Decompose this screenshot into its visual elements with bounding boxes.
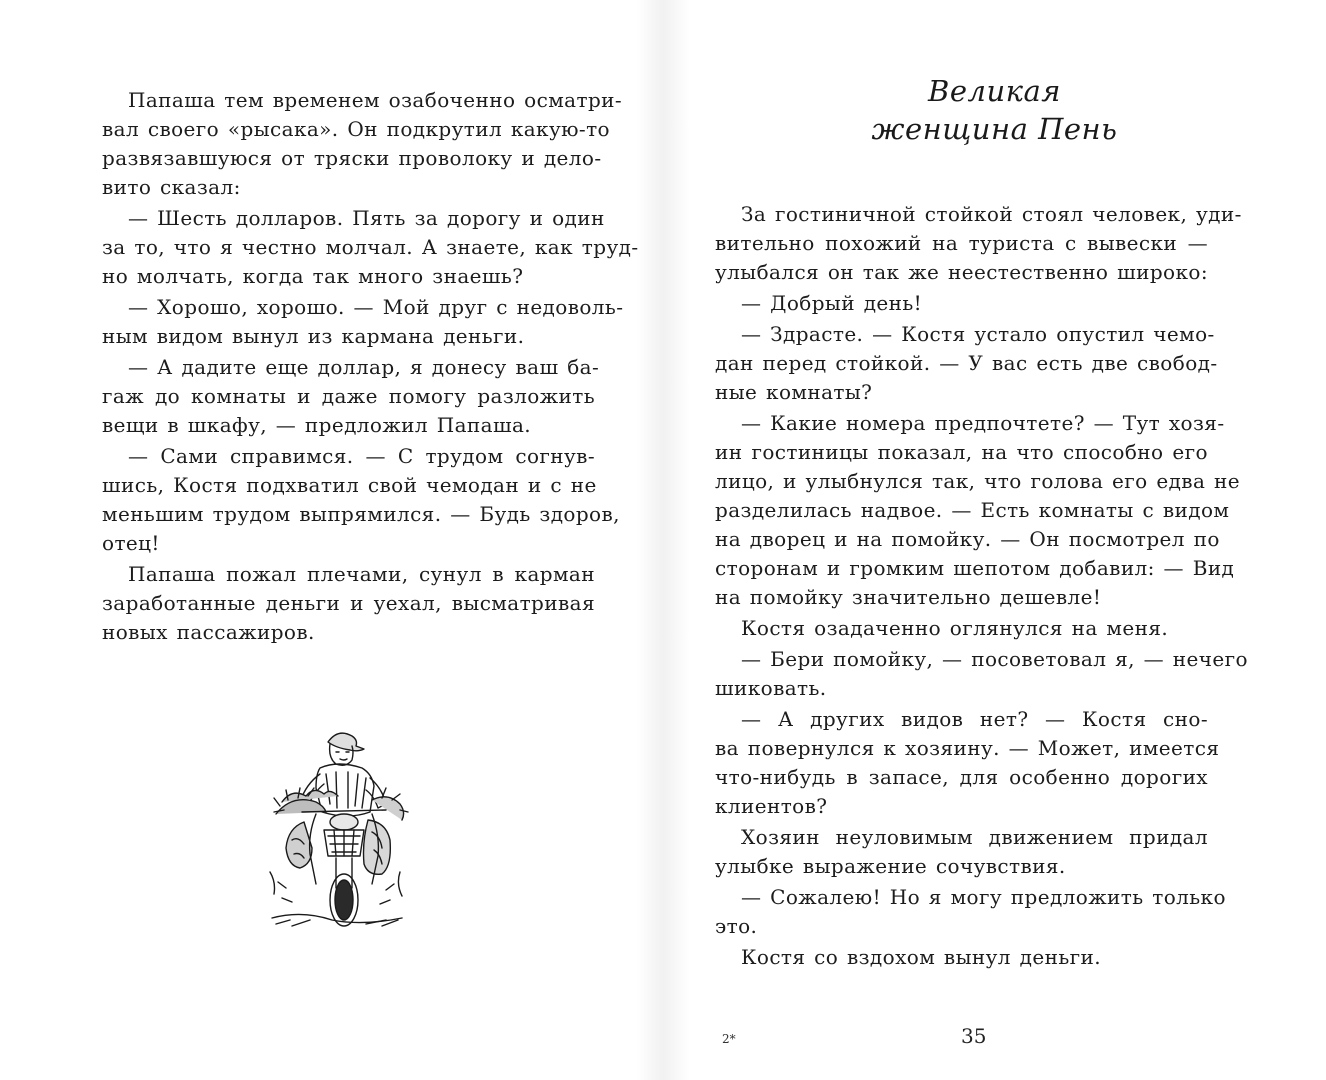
paragraph <box>715 320 1218 407</box>
text-line: За гостиничной стойкой стоял человек, уди- <box>741 202 1242 226</box>
text-line: — Сами справимся. — С трудом согнув- <box>128 444 595 468</box>
right-page <box>663 0 1326 1080</box>
text-line: — Шесть долларов. Пять за дорогу и один <box>128 206 605 230</box>
text-line: Костя озадаченно оглянулся на меня. <box>741 616 1169 640</box>
paragraph <box>102 86 623 202</box>
text-line: новых пассажиров. <box>102 620 315 644</box>
text-line: вительно похожий на туриста с вывески — <box>715 231 1208 255</box>
text-line: сторонам и громким шепотом добавил: — Вид <box>715 556 1235 580</box>
paragraph <box>715 883 1226 941</box>
text-line: ин гостиницы показал, на что способно его <box>715 440 1208 464</box>
text-line: улыбке выражение сочувствия. <box>715 854 1066 878</box>
paragraph <box>715 289 1208 318</box>
chapter-title-line-1: Великая <box>928 74 1061 108</box>
text-line: — Какие номера предпочтете? — Тут хозя- <box>741 411 1225 435</box>
motorbike-rider-illustration <box>262 722 412 932</box>
text-line: дан перед стойкой. — У вас есть две свобод- <box>715 351 1218 375</box>
page-number: 35 <box>961 1024 987 1048</box>
paragraph <box>102 353 600 440</box>
text-line: — Бери помойку, — посоветовал я, — нечего <box>741 647 1248 671</box>
text-line: разделилась надвое. — Есть комнаты с видом <box>715 498 1230 522</box>
right-text-block <box>715 200 1248 974</box>
paragraph <box>102 204 639 291</box>
text-line: ным видом вынул из кармана деньги. <box>102 324 525 348</box>
paragraph <box>715 823 1208 881</box>
text-line: Папаша пожал плечами, сунул в карман <box>128 562 595 586</box>
paragraph <box>102 560 595 647</box>
text-line: гаж до комнаты и даже помогу разложить <box>102 384 595 408</box>
text-line: вещи в шкафу, — предложил Папаша. <box>102 413 532 437</box>
text-line: улыбался он так же неестественно широко: <box>715 260 1208 284</box>
paragraph <box>102 442 620 558</box>
paragraph <box>715 645 1248 703</box>
text-line: за то, что я честно молчал. А знаете, как труд- <box>102 235 639 259</box>
text-line: вал своего «рысака». Он подкрутил какую-то <box>102 117 610 141</box>
left-text-block <box>102 86 639 649</box>
text-line: Хозяин неуловимым движением придал <box>741 825 1208 849</box>
text-line: — Здрасте. — Костя устало опустил чемо- <box>741 322 1215 346</box>
paragraph <box>715 409 1241 612</box>
chapter-title-line-2: женщина Пень <box>871 112 1118 146</box>
text-line: вито сказал: <box>102 175 241 199</box>
text-line: лицо, и улыбнулся так, что голова его едва не <box>715 469 1241 493</box>
text-line: ва повернулся к хозяину. — Может, имеется <box>715 736 1220 760</box>
paragraph <box>715 943 1208 972</box>
text-line: клиентов? <box>715 794 828 818</box>
text-line: развязавшуюся от тряски проволоку и дело- <box>102 146 602 170</box>
text-line: на дворец и на помойку. — Он посмотрел по <box>715 527 1220 551</box>
paragraph <box>715 614 1208 643</box>
signature-mark: 2* <box>722 1032 736 1046</box>
paragraph <box>102 293 624 351</box>
text-line: это. <box>715 914 758 938</box>
text-line: — Добрый день! <box>741 291 923 315</box>
text-line: — А других видов нет? — Костя сно- <box>741 707 1208 731</box>
text-line: — Хорошо, хорошо. — Мой друг с недоволь- <box>128 295 624 319</box>
text-line: шиковать. <box>715 676 827 700</box>
text-line: Костя со вздохом вынул деньги. <box>741 945 1101 969</box>
text-line: Папаша тем временем озабоченно осматри- <box>128 88 623 112</box>
text-line: на помойку значительно дешевле! <box>715 585 1102 609</box>
paragraph <box>715 200 1242 287</box>
text-line: заработанные деньги и уехал, высматривая <box>102 591 595 615</box>
text-line: шись, Костя подхватил свой чемодан и с не <box>102 473 597 497</box>
text-line: но молчать, когда так много знаешь? <box>102 264 524 288</box>
text-line: — Сожалею! Но я могу предложить только <box>741 885 1226 909</box>
text-line: — А дадите еще доллар, я донесу ваш ба- <box>128 355 600 379</box>
text-line: меньшим трудом выпрямился. — Будь здоров, <box>102 502 620 526</box>
chapter-title <box>663 72 1326 148</box>
text-line: ные комнаты? <box>715 380 873 404</box>
paragraph <box>715 705 1220 821</box>
text-line: что-нибудь в запасе, для особенно дорогих <box>715 765 1208 789</box>
text-line: отец! <box>102 531 160 555</box>
